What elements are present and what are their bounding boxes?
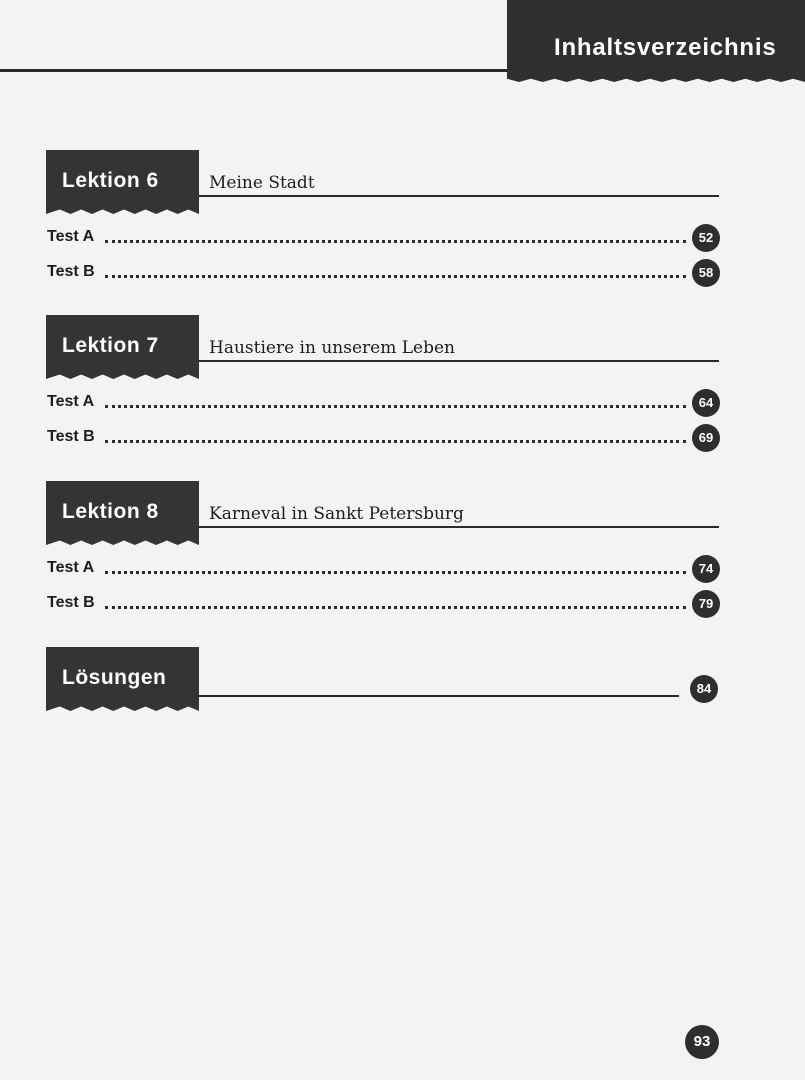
lesson-label: Lektion 7 [62, 334, 159, 357]
dot-leader [105, 571, 686, 574]
toc-entry[interactable] [46, 555, 720, 583]
toc-entry[interactable] [46, 590, 720, 618]
toc-entry-label: Test A [47, 393, 95, 410]
lesson-label: Lektion 6 [62, 169, 159, 192]
toc-entry-label: Test B [47, 594, 95, 611]
lesson-title-underline [199, 360, 719, 362]
toc-entry[interactable] [46, 259, 720, 287]
page-number-badge: 64 [692, 389, 720, 417]
lesson-label: Lektion 8 [62, 500, 159, 523]
toc-entry-label: Test A [47, 228, 95, 245]
toc-entry[interactable] [46, 424, 720, 452]
page-number-badge: 52 [692, 224, 720, 252]
solutions-label: Lösungen [62, 666, 167, 689]
page-number-badge: 69 [692, 424, 720, 452]
toc-entry-label: Test B [47, 263, 95, 280]
page-number: 93 [685, 1025, 719, 1059]
lesson-title: Karneval in Sankt Petersburg [209, 504, 464, 524]
page-title: Inhaltsverzeichnis [554, 34, 777, 61]
toc-entry[interactable] [46, 389, 720, 417]
page-number-badge: 79 [692, 590, 720, 618]
lesson-title: Meine Stadt [209, 173, 315, 193]
lesson-title-underline [199, 195, 719, 197]
dot-leader [105, 606, 686, 609]
top-divider [0, 69, 512, 72]
page-number-badge: 58 [692, 259, 720, 287]
dot-leader [105, 275, 686, 278]
page-number-badge: 74 [692, 555, 720, 583]
dot-leader [105, 240, 686, 243]
lesson-title: Haustiere in unserem Leben [209, 338, 455, 358]
dot-leader [105, 440, 686, 443]
lesson-title-underline [199, 526, 719, 528]
toc-entry-label: Test A [47, 559, 95, 576]
toc-entry[interactable] [46, 224, 720, 252]
toc-entry-label: Test B [47, 428, 95, 445]
solutions-underline [199, 695, 679, 697]
dot-leader [105, 405, 686, 408]
page-number-badge: 84 [690, 675, 718, 703]
